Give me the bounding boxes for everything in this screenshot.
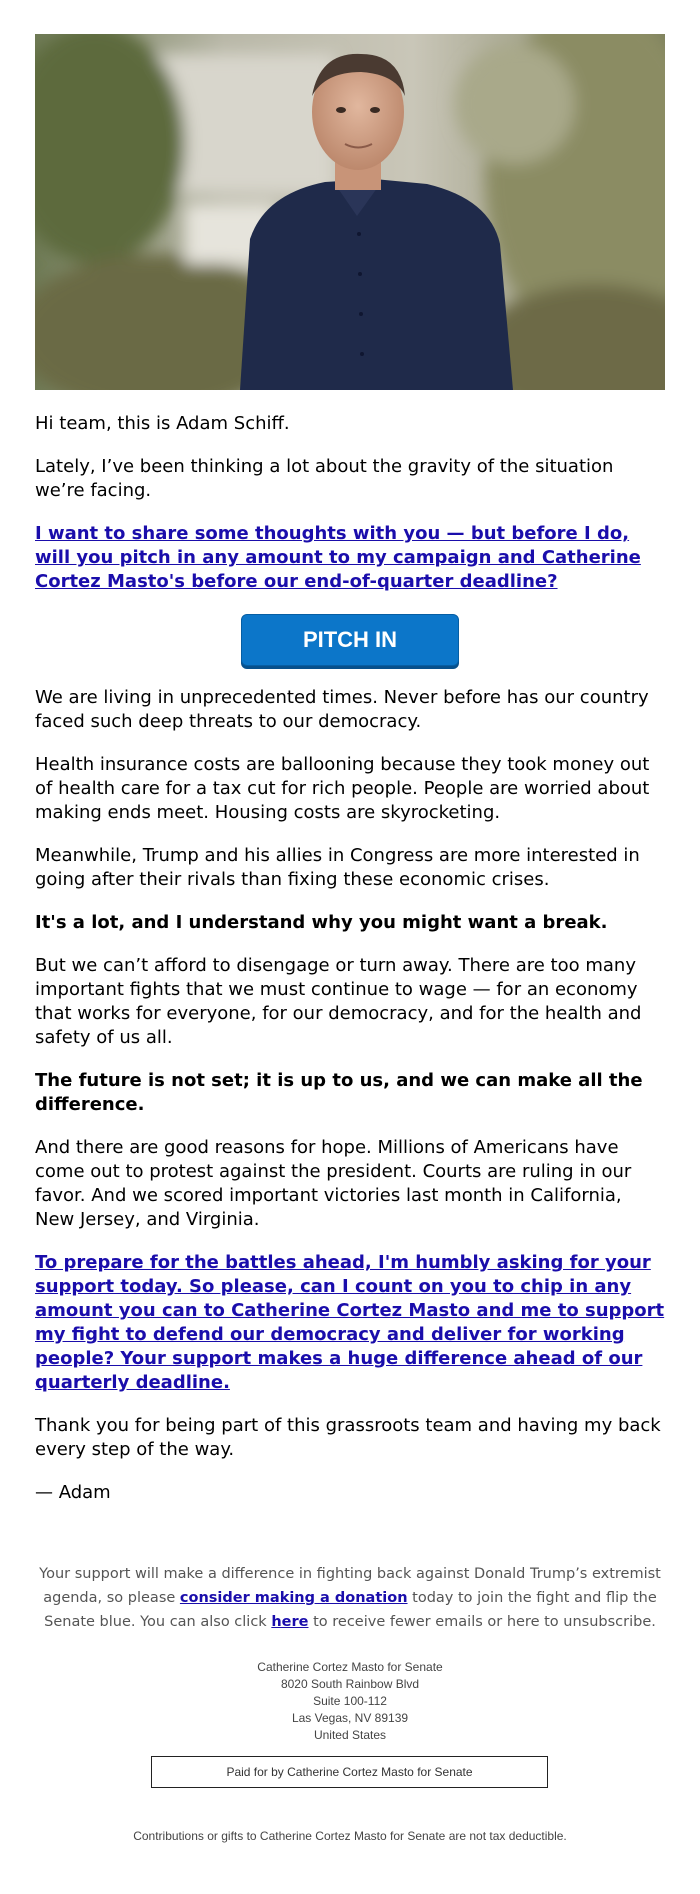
- paragraph-hope: And there are good reasons for hope. Millions of Americans have come out to protest against the president. Courts are ruling in our favor. And we scored important victories last month in California, New Jersey, and Virginia.: [35, 1137, 632, 1230]
- paragraph-unprecedented: We are living in unprecedented times. Never before has our country faced such deep threats to our democracy.: [35, 687, 649, 732]
- footer-text-c: to receive fewer emails or here to unsubscribe.: [308, 1614, 656, 1630]
- paragraph-trump: Meanwhile, Trump and his allies in Congress are more interested in going after their rivals than fixing these economic crises.: [35, 845, 640, 890]
- paragraph-disengage: But we can’t afford to disengage or turn away. There are too many important fights that we must continue to wage — for an economy that works for everyone, for our democracy, and for the health and safety of us all.: [35, 955, 642, 1048]
- footer-text: [35, 1562, 665, 1634]
- email-body: [35, 34, 665, 1505]
- paid-for-box: Paid for by Catherine Cortez Masto for Senate: [151, 1756, 548, 1788]
- paragraph-health: Health insurance costs are ballooning because they took money out of health care for a tax cut for rich people. People are worried about making ends meet. Housing costs are skyrocketing.: [35, 754, 650, 823]
- footer-text-a: Your support will make a difference in fighting back against Donald Trump’s extremist agenda, so please: [39, 1566, 661, 1606]
- footer-text-b: today to join the fight and flip the Senate blue. You can also click: [44, 1590, 657, 1630]
- address-suite: Suite 100-112: [313, 1694, 387, 1708]
- address-org: Catherine Cortez Masto for Senate: [257, 1660, 443, 1674]
- greeting: Hi team, this is Adam Schiff.: [35, 413, 290, 434]
- fewer-emails-link[interactable]: here: [271, 1614, 309, 1630]
- donate-link-top[interactable]: I want to share some thoughts with you — but before I do, will you pitch in any amount to my campaign and Catherine Cortez Masto's before our end-of-quarter deadline?: [35, 523, 641, 592]
- paragraph-thanks: Thank you for being part of this grassroots team and having my back every step of the way.: [35, 1415, 661, 1460]
- consider-donation-link[interactable]: consider making a donation: [179, 1590, 408, 1606]
- paragraph-gravity: Lately, I’ve been thinking a lot about the gravity of the situation we’re facing.: [35, 456, 614, 501]
- bold-future: The future is not set; it is up to us, and we can make all the difference.: [35, 1070, 643, 1115]
- address-city: Las Vegas, NV 89139: [291, 1711, 409, 1725]
- address-street: 8020 South Rainbow Blvd: [280, 1677, 420, 1691]
- address-country: United States: [313, 1728, 387, 1742]
- donate-link-bottom[interactable]: To prepare for the battles ahead, I'm humbly asking for your support today. So please, can I count on you to chip in any amount you can to Catherine Cortez Masto and me to support my fight to defend our democracy and deliver for working people? Your support makes a huge difference ahead of our quarterly deadline.: [35, 1252, 665, 1393]
- pitch-in-button[interactable]: PITCH IN: [241, 614, 459, 666]
- tax-disclaimer: Contributions or gifts to Catherine Cortez Masto for Senate are not tax deductible.: [133, 1829, 567, 1843]
- mailing-address: [35, 1659, 665, 1744]
- bold-break: It's a lot, and I understand why you might want a break.: [35, 912, 608, 933]
- hero-photo: [35, 34, 665, 390]
- signoff: — Adam: [35, 1482, 111, 1503]
